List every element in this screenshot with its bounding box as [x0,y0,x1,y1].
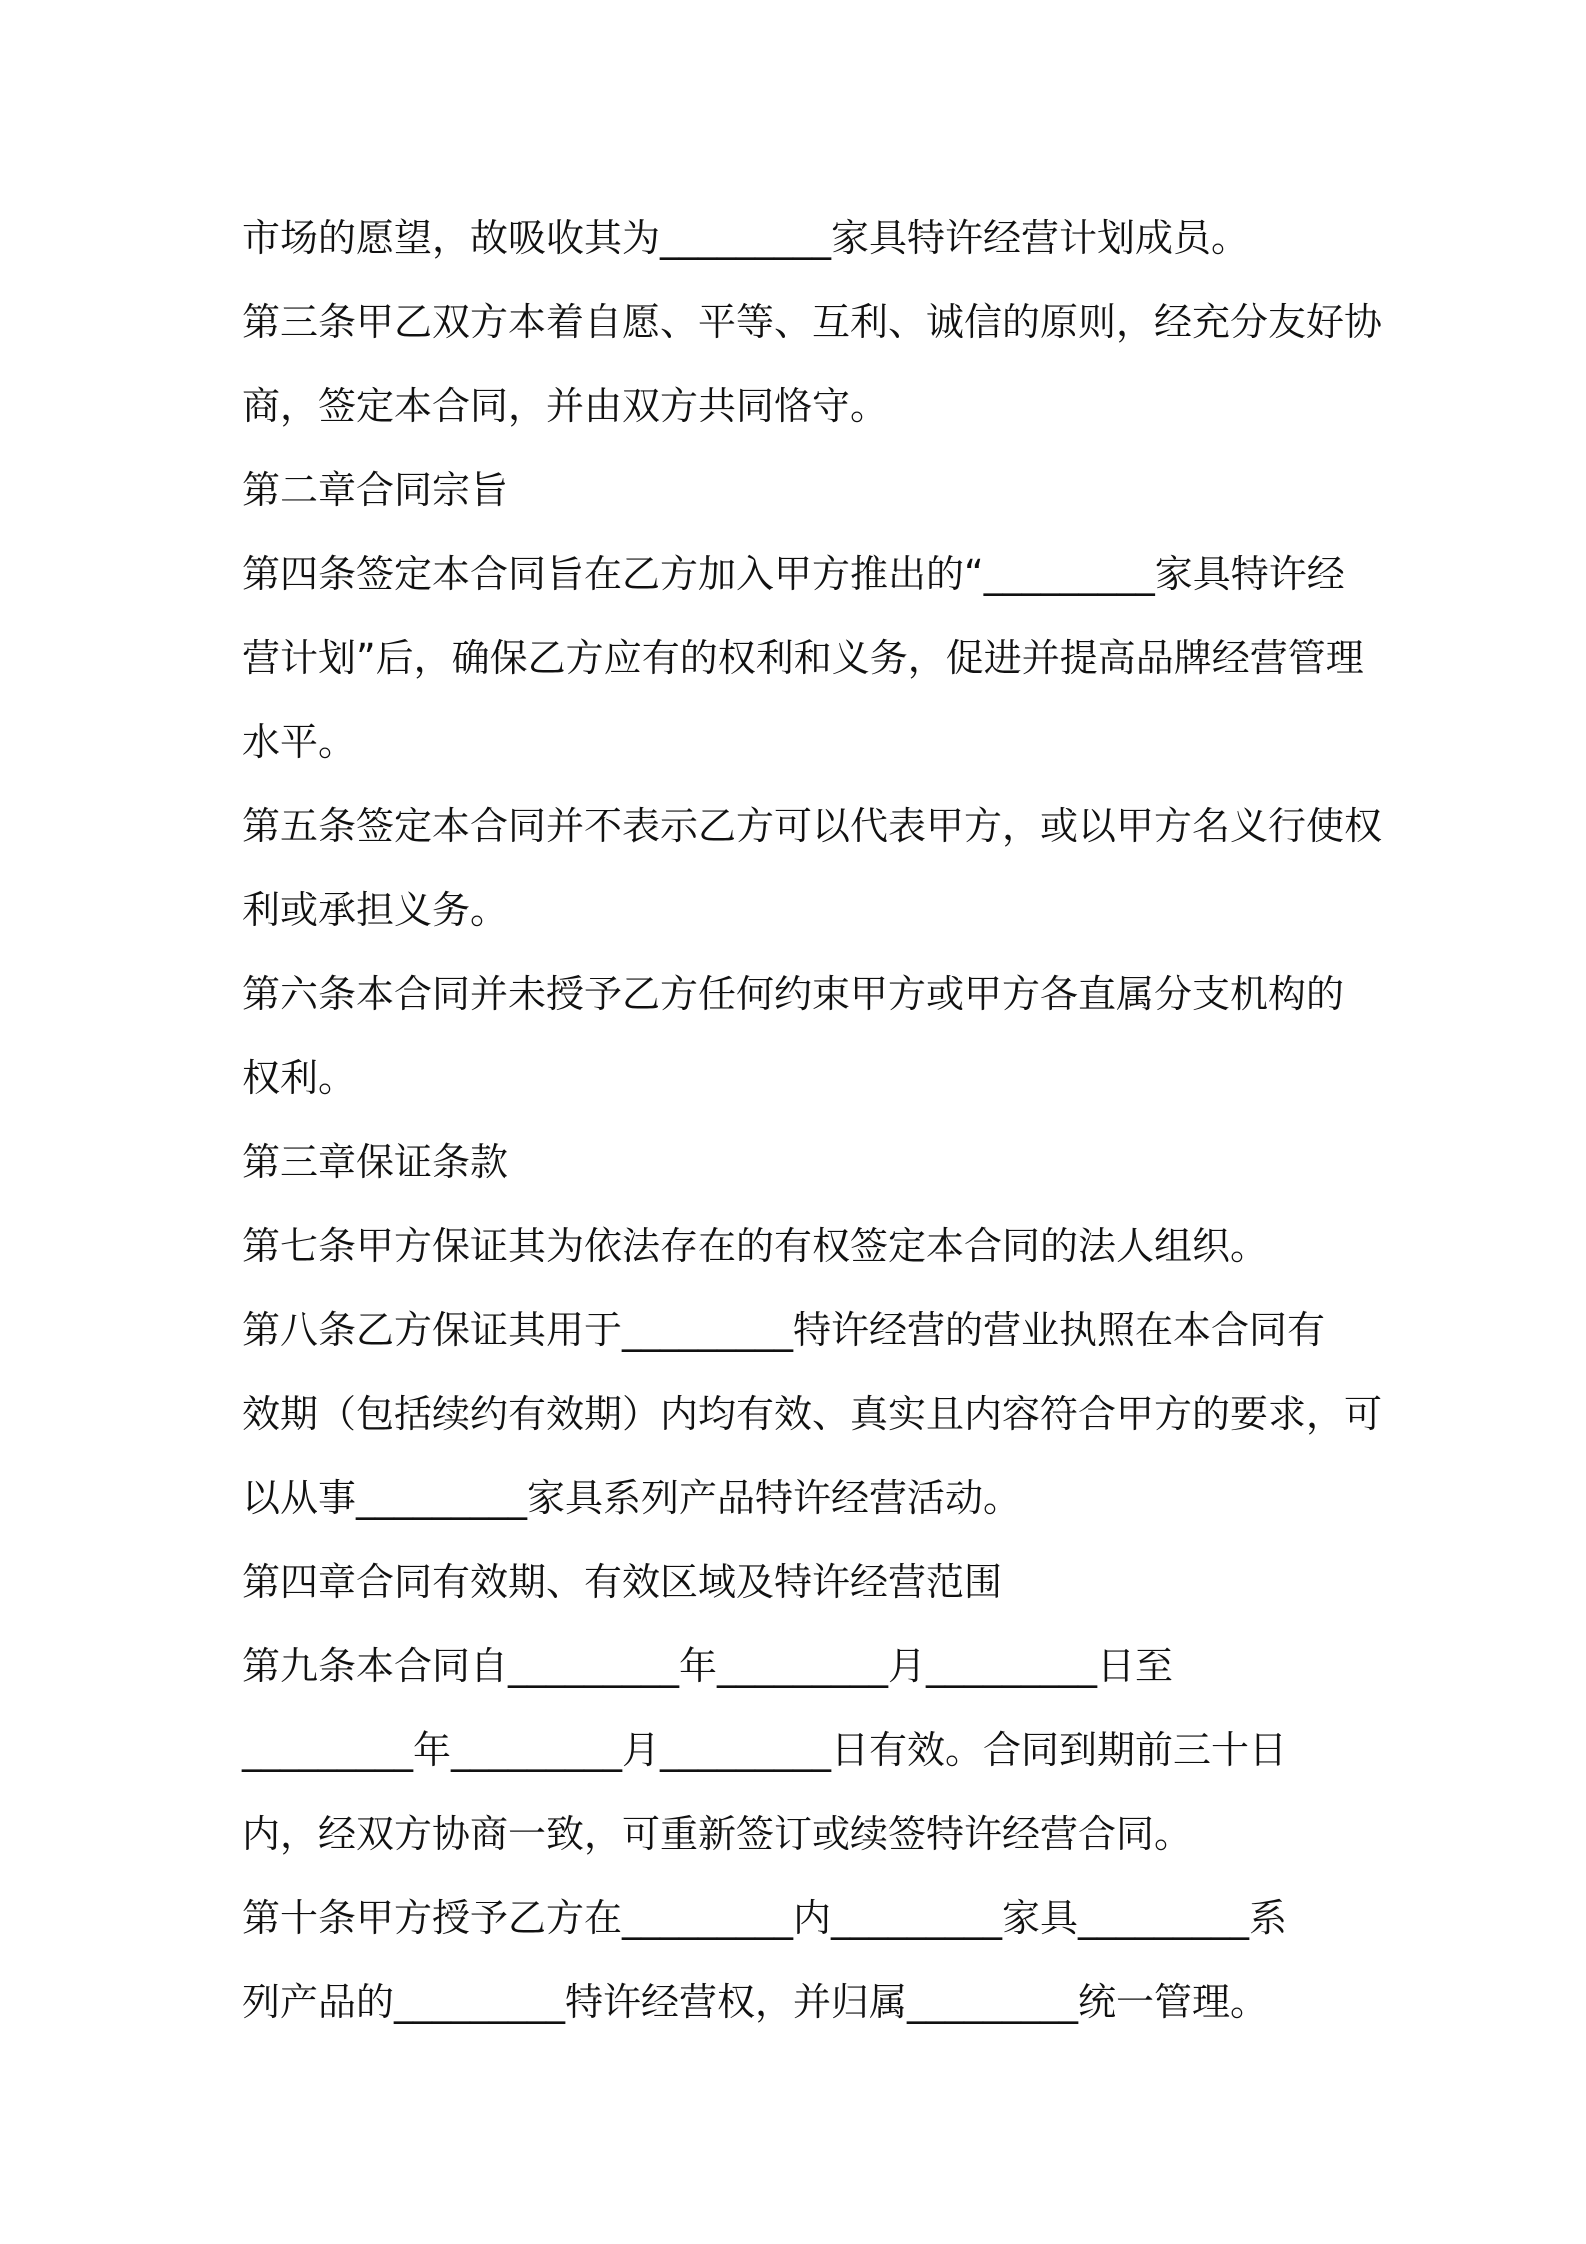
chapter-3-heading: 第三章保证条款 [242,1140,509,1184]
text-line-1: 市场的愿望，故吸收其为_________家具特许经营计划成员。 [242,216,1250,260]
article-9-line-3: 内，经双方协商一致，可重新签订或续签特许经营合同。 [242,1812,1193,1856]
article-8-line-3: 以从事_________家具系列产品特许经营活动。 [242,1476,1022,1520]
article-5-line-1: 第五条签定本合同并不表示乙方可以代表甲方，或以甲方名义行使权 [242,804,1383,848]
article-9-line-1: 第九条本合同自_________年_________月_________日至 [242,1644,1174,1688]
article-3-line-2: 商，签定本合同，并由双方共同恪守。 [242,384,889,428]
article-8-line-2: 效期（包括续约有效期）内均有效、真实且内容符合甲方的要求，可 [242,1392,1383,1436]
chapter-2-heading: 第二章合同宗旨 [242,468,509,512]
article-3-line-1: 第三条甲乙双方本着自愿、平等、互利、诚信的原则，经充分友好协 [242,300,1383,344]
article-9-line-2: _________年_________月_________日有效。合同到期前三十日 [242,1728,1288,1772]
article-10-line-1: 第十条甲方授予乙方在_________内_________家具_________系 [242,1896,1288,1940]
article-6-line-2: 权利。 [242,1056,357,1100]
chapter-4-heading: 第四章合同有效期、有效区域及特许经营范围 [242,1560,1003,1604]
article-8-line-1: 第八条乙方保证其用于_________特许经营的营业执照在本合同有 [242,1308,1326,1352]
article-6-line-1: 第六条本合同并未授予乙方任何约束甲方或甲方各直属分支机构的 [242,972,1345,1016]
article-4-line-1: 第四条签定本合同旨在乙方加入甲方推出的“_________家具特许经 [242,552,1345,596]
article-4-line-2: 营计划”后，确保乙方应有的权利和义务，促进并提高品牌经营管理 [242,636,1364,680]
document-page [242,196,1383,2044]
article-5-line-2: 利或承担义务。 [242,888,509,932]
article-7-line-1: 第七条甲方保证其为依法存在的有权签定本合同的法人组织。 [242,1224,1269,1268]
article-4-line-3: 水平。 [242,720,357,764]
article-10-line-2: 列产品的_________特许经营权，并归属_________统一管理。 [242,1980,1269,2024]
